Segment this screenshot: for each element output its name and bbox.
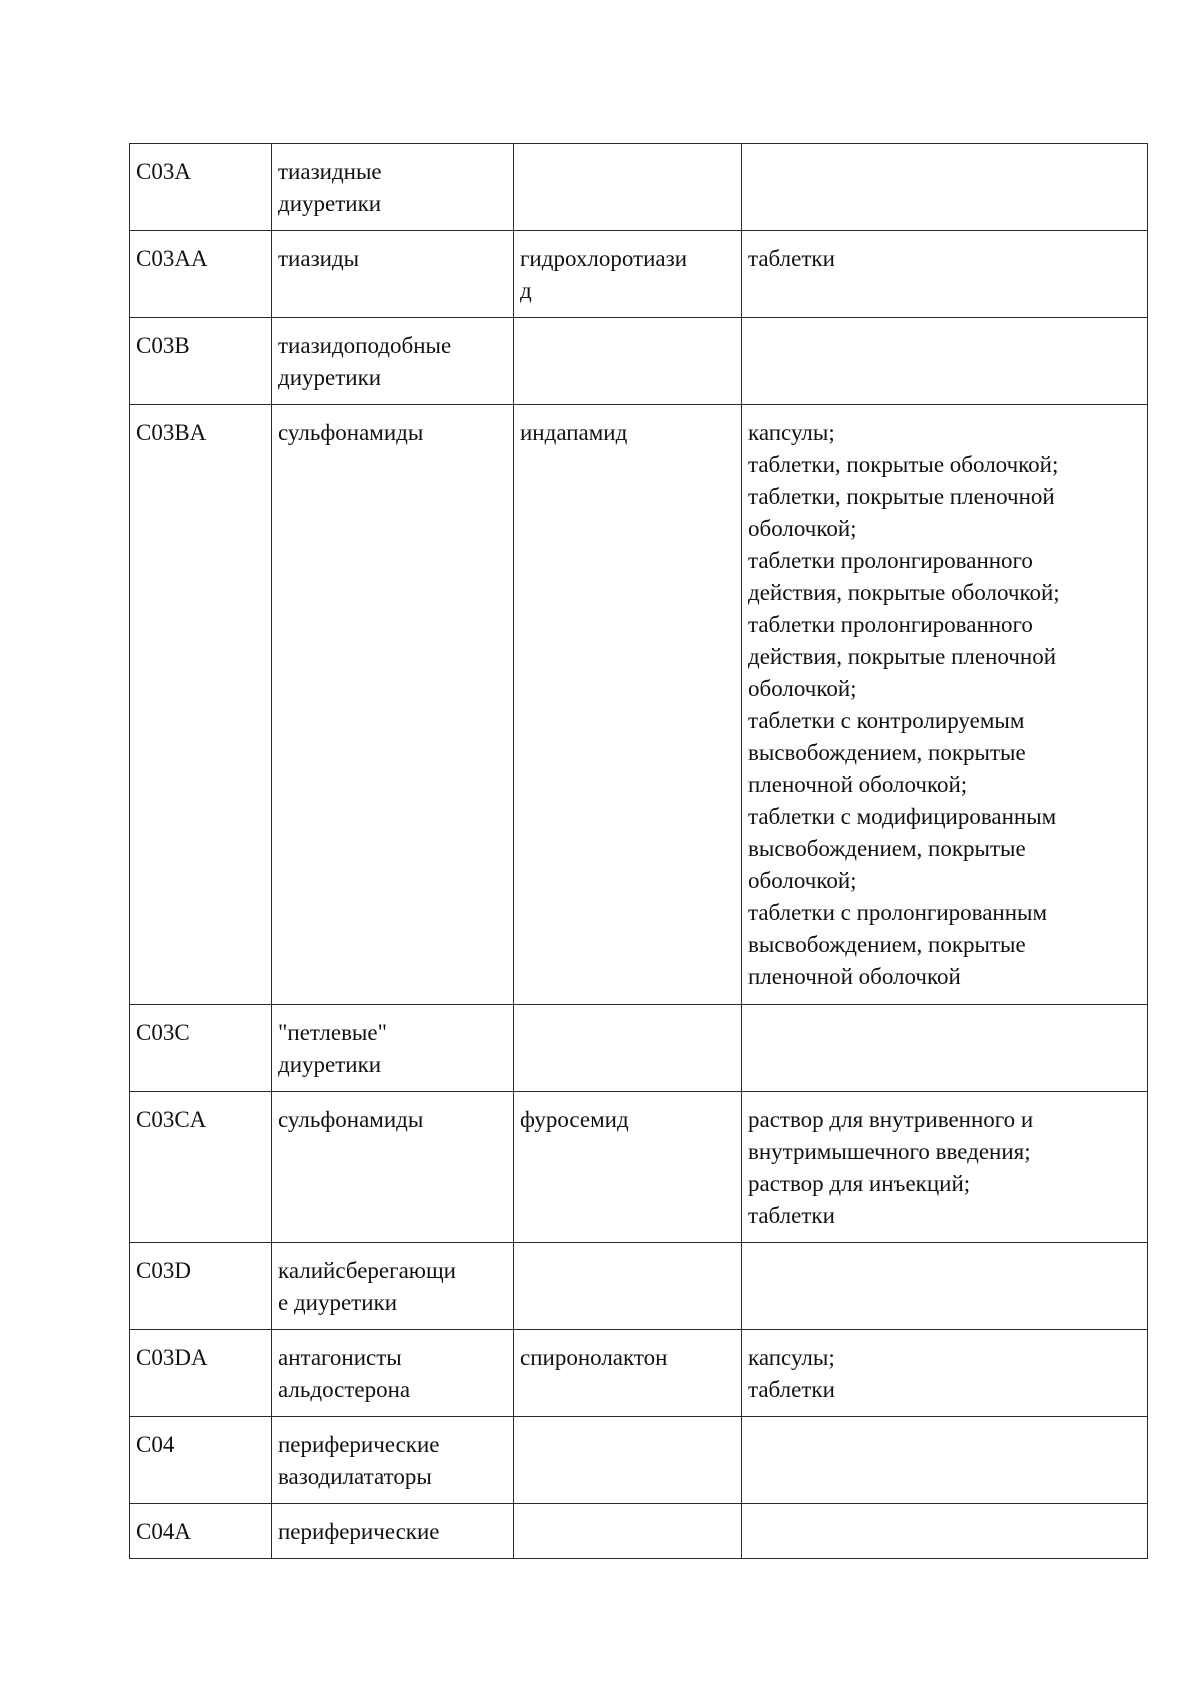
atc-group-cell: периферические bbox=[272, 1504, 514, 1559]
atc-group-cell: сульфонамиды bbox=[272, 1092, 514, 1243]
dosage-forms-cell bbox=[742, 1417, 1148, 1504]
drug-name-cell bbox=[514, 1243, 742, 1330]
atc-code-cell: C03AA bbox=[130, 231, 272, 318]
drug-name-cell bbox=[514, 1005, 742, 1092]
atc-code-cell: C03C bbox=[130, 1005, 272, 1092]
atc-code-cell: C03DA bbox=[130, 1330, 272, 1417]
table-row bbox=[130, 1243, 1148, 1330]
atc-group-cell: антагонисты альдостерона bbox=[272, 1330, 514, 1417]
table-row bbox=[130, 318, 1148, 405]
drug-name-cell: индапамид bbox=[514, 405, 742, 1005]
atc-group-cell: тиазиды bbox=[272, 231, 514, 318]
atc-group-cell: калийсберегающи е диуретики bbox=[272, 1243, 514, 1330]
dosage-forms-cell: капсулы; таблетки bbox=[742, 1330, 1148, 1417]
drug-name-cell bbox=[514, 318, 742, 405]
atc-code-cell: C03A bbox=[130, 144, 272, 231]
dosage-forms-cell bbox=[742, 1243, 1148, 1330]
drug-name-cell: фуросемид bbox=[514, 1092, 742, 1243]
drug-name-cell bbox=[514, 1504, 742, 1559]
drug-classification-table bbox=[129, 143, 1148, 1559]
dosage-forms-cell: раствор для внутривенного и внутримышечного введения; раствор для инъекций; таблетки bbox=[742, 1092, 1148, 1243]
table-row bbox=[130, 231, 1148, 318]
table-row bbox=[130, 1330, 1148, 1417]
drug-name-cell bbox=[514, 144, 742, 231]
dosage-forms-cell: капсулы; таблетки, покрытые оболочкой; таблетки, покрытые пленочной оболочкой; таблетки пролонгированного действия, покрытые оболочкой; таблетки пролонгированного действия, покрытые пленочной оболочкой; таблетки с контролируемым высвобождением, покрытые пленочной оболочкой; таблетки с модифицированным высвобождением, покрытые оболочкой; таблетки с пролонгированным высвобождением, покрытые пленочной оболочкой bbox=[742, 405, 1148, 1005]
atc-code-cell: C04A bbox=[130, 1504, 272, 1559]
atc-code-cell: C03BA bbox=[130, 405, 272, 1005]
table-row bbox=[130, 405, 1148, 1005]
dosage-forms-cell: таблетки bbox=[742, 231, 1148, 318]
table-row bbox=[130, 1417, 1148, 1504]
drug-name-cell: спиронолактон bbox=[514, 1330, 742, 1417]
atc-code-cell: C03D bbox=[130, 1243, 272, 1330]
atc-code-cell: C04 bbox=[130, 1417, 272, 1504]
atc-code-cell: C03CA bbox=[130, 1092, 272, 1243]
atc-group-cell: "петлевые" диуретики bbox=[272, 1005, 514, 1092]
dosage-forms-cell bbox=[742, 318, 1148, 405]
dosage-forms-cell bbox=[742, 144, 1148, 231]
table-row bbox=[130, 1092, 1148, 1243]
atc-group-cell: тиазидоподобные диуретики bbox=[272, 318, 514, 405]
dosage-forms-cell bbox=[742, 1504, 1148, 1559]
atc-group-cell: сульфонамиды bbox=[272, 405, 514, 1005]
atc-code-cell: C03B bbox=[130, 318, 272, 405]
drug-name-cell bbox=[514, 1417, 742, 1504]
table-row bbox=[130, 144, 1148, 231]
atc-group-cell: периферические вазодилататоры bbox=[272, 1417, 514, 1504]
dosage-forms-cell bbox=[742, 1005, 1148, 1092]
table-row bbox=[130, 1504, 1148, 1559]
drug-name-cell: гидрохлоротиази д bbox=[514, 231, 742, 318]
table-row bbox=[130, 1005, 1148, 1092]
atc-group-cell: тиазидные диуретики bbox=[272, 144, 514, 231]
